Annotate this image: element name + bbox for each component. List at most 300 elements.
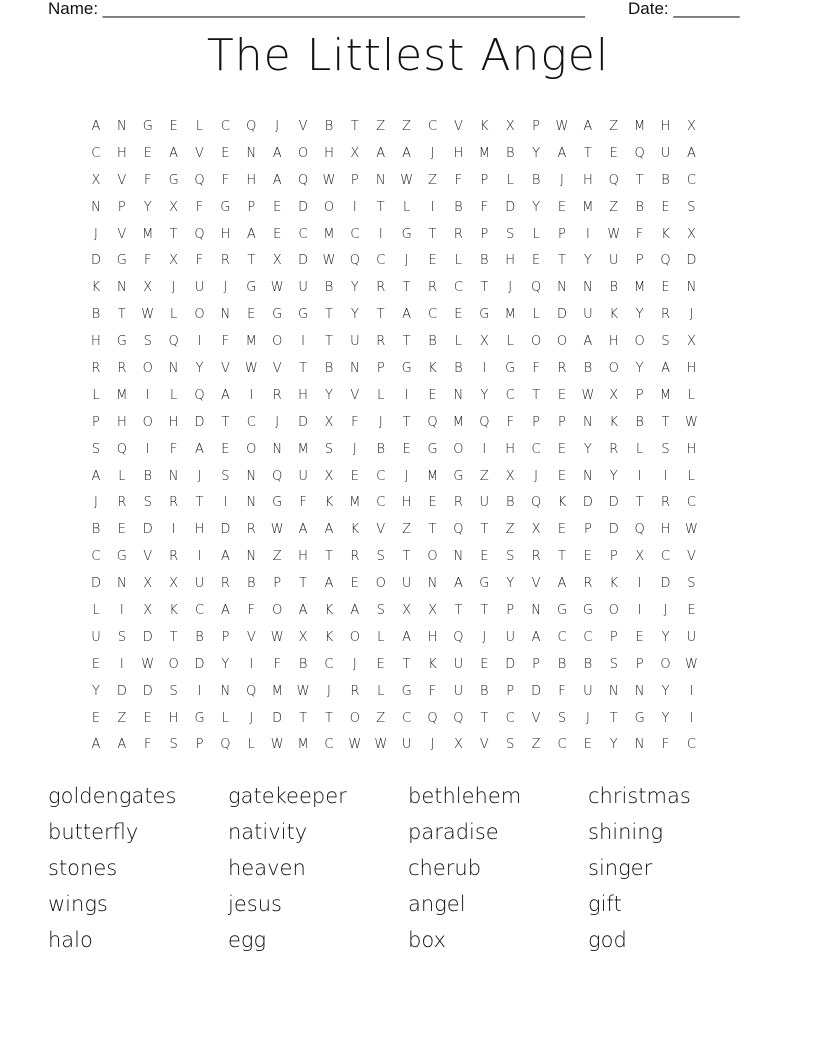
grid-letter: N [583,280,593,296]
grid-letter: M [323,226,335,242]
grid-letter: E [91,656,101,672]
grid-letter: C [427,307,438,323]
grid-letter: F [221,172,230,188]
grid-letter: T [428,522,437,538]
grid-letter: P [532,414,540,430]
grid-letter: N [453,387,464,403]
grid-letter: U [453,656,464,672]
grid-letter: Y [609,468,618,484]
grid-letter: W [296,683,310,699]
grid-letter: N [608,683,619,699]
grid-letter: C [324,656,334,672]
grid-letter: T [635,495,644,511]
grid-letter: Y [350,280,359,296]
grid-letter: P [376,360,385,376]
grid-letter: F [635,226,644,242]
grid-letter: V [220,360,230,376]
grid-letter: L [169,387,178,403]
grid-letter: F [221,334,230,350]
grid-letter: X [453,737,463,753]
grid-letter: T [402,334,411,350]
grid-letter: G [479,576,490,592]
grid-letter: Q [453,629,464,645]
grid-letter: B [557,656,567,672]
grid-letter: W [685,414,698,430]
grid-letter: T [428,226,437,242]
grid-letter: T [221,414,230,430]
grid-letter: E [557,387,567,403]
grid-letter: P [480,226,489,242]
grid-row [83,382,704,409]
word-bank-item: gatekeeper [228,784,347,808]
grid-letter: F [661,737,670,753]
grid-letter: K [350,522,360,538]
grid-letter: X [272,253,282,269]
grid-letter: Y [583,253,592,269]
grid-letter: B [454,199,463,215]
grid-letter: X [169,199,179,215]
grid-letter: E [480,656,489,672]
grid-letter: J [171,280,176,296]
grid-letter: E [273,199,282,215]
grid-letter: N [583,414,593,430]
grid-letter: N [246,495,257,511]
grid-letter: Q [194,226,205,242]
grid-letter: W [581,387,595,403]
grid-letter: L [92,602,100,618]
grid-letter: L [195,118,204,134]
word-bank-item: box [408,928,446,952]
grid-letter: E [583,549,592,565]
grid-letter: T [324,307,333,323]
grid-letter: G [401,226,412,242]
grid-letter: N [116,280,127,296]
grid-letter: Q [479,414,490,430]
grid-letter: W [270,522,284,538]
grid-letter: P [195,737,204,753]
grid-letter: H [116,145,127,161]
grid-letter: O [246,441,257,457]
grid-letter: G [556,602,568,618]
grid-letter: C [324,737,334,753]
grid-letter: X [324,414,334,430]
grid-letter: J [197,468,202,484]
word-bank-item: halo [48,928,93,952]
grid-letter: C [686,737,696,753]
grid-letter: H [168,710,179,726]
grid-letter: X [428,602,437,618]
grid-letter: X [350,145,360,161]
grid-letter: T [558,549,566,565]
grid-letter: I [689,683,694,699]
grid-letter: N [272,441,283,457]
grid-letter: T [480,522,489,538]
grid-letter: J [275,118,280,134]
grid-letter: T [169,226,178,242]
grid-letter: Y [583,441,592,457]
grid-letter: A [91,737,101,753]
grid-letter: B [531,172,541,188]
grid-letter: X [609,387,619,403]
grid-letter: F [480,199,489,215]
grid-letter: E [221,145,230,161]
grid-letter: T [117,307,126,323]
grid-letter: S [169,683,178,699]
grid-letter: E [143,145,152,161]
grid-letter: F [195,199,204,215]
grid-letter: U [686,629,697,645]
grid-letter: I [637,468,642,484]
grid-letter: Q [116,441,127,457]
grid-letter: H [220,226,231,242]
grid-letter: W [400,172,414,188]
grid-letter: C [350,226,360,242]
grid-letter: T [195,495,204,511]
grid-letter: L [636,441,644,457]
grid-letter: J [327,683,331,699]
word-bank-item: angel [408,892,466,916]
grid-letter: H [168,414,179,430]
grid-letter: U [660,145,671,161]
grid-letter: V [453,118,463,134]
grid-letter: L [377,629,385,645]
grid-row [83,301,704,328]
grid-letter: O [375,576,386,592]
grid-letter: D [505,656,516,672]
grid-letter: N [246,145,257,161]
grid-letter: V [376,522,386,538]
grid-letter: S [609,656,618,672]
grid-letter: O [556,334,568,350]
grid-letter: F [195,253,204,269]
grid-letter: T [350,118,359,134]
grid-letter: P [532,656,540,672]
grid-letter: A [272,145,282,161]
grid-letter: W [141,656,155,672]
grid-letter: J [94,495,98,511]
grid-letter: A [220,387,230,403]
grid-letter: R [117,360,127,376]
grid-letter: W [555,118,569,134]
grid-letter: R [246,522,256,538]
grid-letter: H [453,145,464,161]
grid-letter: B [609,280,619,296]
grid-letter: D [116,683,127,699]
grid-letter: F [532,360,540,376]
grid-letter: N [116,576,127,592]
grid-letter: A [195,441,204,457]
grid-letter: I [249,387,254,403]
grid-letter: B [247,576,256,592]
grid-letter: R [531,549,541,565]
grid-letter: E [454,307,463,323]
grid-letter: C [453,280,463,296]
grid-letter: M [297,441,309,457]
grid-letter: S [557,710,567,726]
grid-letter: R [220,253,230,269]
grid-letter: J [352,441,357,457]
grid-letter: R [376,334,386,350]
grid-letter: T [247,253,256,269]
grid-letter: E [687,602,696,618]
grid-letter: K [324,629,334,645]
grid-letter: U [401,576,412,592]
grid-letter: B [91,522,101,538]
grid-letter: I [249,656,254,672]
grid-letter: J [249,710,254,726]
grid-letter: D [556,307,567,323]
name-field-label: Name: ___________________________________________________ [48,0,585,18]
grid-letter: G [116,549,127,565]
grid-letter: Z [376,118,386,134]
grid-letter: I [663,468,668,484]
grid-letter: J [430,737,435,753]
grid-letter: V [686,549,696,565]
grid-letter: C [298,226,308,242]
grid-letter: J [275,414,280,430]
grid-letter: L [221,710,230,726]
grid-letter: G [582,602,593,618]
grid-letter: Y [324,387,333,403]
grid-letter: K [428,360,437,376]
grid-letter: S [661,334,670,350]
grid-letter: E [661,199,670,215]
grid-letter: T [583,145,592,161]
grid-letter: I [119,602,124,618]
grid-letter: B [505,495,515,511]
grid-letter: Y [506,576,515,592]
grid-letter: H [401,495,412,511]
grid-letter: S [143,495,152,511]
grid-letter: F [506,414,514,430]
grid-letter: S [506,226,515,242]
grid-letter: P [609,629,618,645]
grid-letter: C [557,737,567,753]
grid-letter: G [401,683,412,699]
grid-letter: Y [143,199,152,215]
grid-letter: E [635,629,644,645]
grid-letter: P [506,683,515,699]
grid-letter: G [168,172,179,188]
grid-letter: D [194,414,205,430]
grid-letter: F [143,172,152,188]
grid-row [83,516,704,543]
word-bank-item: jesus [228,892,282,916]
grid-letter: R [428,280,438,296]
grid-letter: P [558,226,566,242]
grid-letter: T [661,414,670,430]
grid-letter: T [558,253,566,269]
grid-letter: S [687,576,696,592]
grid-letter: F [558,683,566,699]
grid-letter: C [531,441,541,457]
grid-letter: A [324,576,334,592]
grid-letter: L [454,253,463,269]
grid-row [83,597,704,624]
grid-letter: O [453,441,464,457]
grid-letter: O [194,307,205,323]
grid-letter: I [482,441,487,457]
grid-letter: I [430,199,435,215]
grid-letter: P [273,576,282,592]
grid-letter: E [557,468,567,484]
grid-letter: A [350,602,360,618]
grid-letter: D [298,253,309,269]
word-bank-item: god [588,928,627,952]
grid-letter: U [194,576,205,592]
grid-letter: Q [427,710,438,726]
grid-letter: E [661,280,670,296]
grid-letter: U [298,280,308,296]
grid-letter: T [324,710,333,726]
grid-letter: E [91,710,101,726]
grid-letter: D [582,495,593,511]
grid-letter: A [169,145,179,161]
grid-row [83,355,704,382]
grid-letter: B [661,172,670,188]
grid-letter: M [245,334,257,350]
grid-row [83,167,704,194]
grid-letter: J [585,710,590,726]
grid-letter: E [376,656,385,672]
grid-letter: O [660,656,671,672]
grid-letter: T [169,629,178,645]
grid-letter: T [324,334,333,350]
word-bank-item: cherub [408,856,482,880]
grid-letter: T [376,307,385,323]
grid-letter: K [480,118,489,134]
grid-letter: E [557,441,567,457]
grid-letter: J [378,414,383,430]
grid-letter: B [454,360,463,376]
grid-letter: G [272,307,283,323]
grid-letter: J [223,280,228,296]
grid-letter: O [142,414,153,430]
grid-letter: I [119,656,124,672]
word-bank [48,784,768,964]
grid-letter: T [402,656,411,672]
grid-letter: T [532,387,541,403]
grid-letter: E [117,522,126,538]
grid-letter: S [117,629,126,645]
grid-letter: H [194,522,205,538]
grid-letter: M [634,118,646,134]
grid-letter: Z [609,199,619,215]
grid-letter: T [635,172,644,188]
grid-letter: E [143,710,152,726]
grid-letter: D [142,683,153,699]
grid-letter: M [659,387,672,403]
grid-letter: U [583,307,593,323]
grid-letter: V [246,629,256,645]
grid-letter: A [557,145,567,161]
grid-letter: Q [194,387,205,403]
grid-letter: D [90,576,101,592]
grid-letter: K [609,307,619,323]
grid-letter: Q [427,414,438,430]
grid-letter: H [505,253,516,269]
grid-letter: M [452,414,465,430]
grid-letter: P [247,199,256,215]
grid-letter: N [220,307,231,323]
grid-letter: F [454,172,463,188]
word-bank-item: nativity [228,820,308,844]
word-bank-item: gift [588,892,622,916]
grid-letter: F [169,441,178,457]
grid-letter: V [479,737,489,753]
grid-letter: A [402,629,412,645]
grid-letter: W [270,280,284,296]
grid-letter: P [221,629,230,645]
grid-letter: X [91,172,101,188]
grid-letter: O [349,629,360,645]
grid-letter: H [324,145,334,161]
grid-letter: Q [608,172,619,188]
grid-letter: T [454,602,463,618]
grid-letter: Z [531,737,541,753]
grid-letter: N [557,280,567,296]
grid-letter: B [635,414,644,430]
grid-letter: R [661,495,671,511]
grid-letter: Y [609,737,618,753]
grid-letter: X [143,576,153,592]
grid-letter: G [116,334,127,350]
grid-letter: S [661,441,670,457]
grid-letter: G [453,468,464,484]
grid-letter: C [583,629,593,645]
grid-letter: Q [453,522,464,538]
grid-letter: I [145,387,150,403]
grid-letter: V [298,118,308,134]
grid-letter: J [404,468,409,484]
grid-letter: K [169,602,178,618]
grid-letter: A [298,602,308,618]
grid-letter: C [376,468,386,484]
grid-letter: U [453,683,464,699]
grid-letter: X [479,334,489,350]
grid-letter: W [607,226,621,242]
grid-letter: K [609,576,619,592]
grid-letter: U [479,495,490,511]
word-bank-item: paradise [408,820,499,844]
grid-letter: T [299,710,308,726]
grid-letter: E [273,226,282,242]
grid-letter: D [90,253,101,269]
grid-letter: Q [194,172,205,188]
grid-letter: L [532,307,540,323]
grid-letter: I [689,710,694,726]
grid-letter: N [453,549,464,565]
grid-letter: G [220,199,231,215]
grid-letter: H [608,334,619,350]
grid-letter: G [272,495,283,511]
grid-letter: U [401,737,412,753]
grid-letter: M [349,495,361,511]
grid-letter: Z [117,710,127,726]
grid-letter: X [143,602,153,618]
grid-letter: W [322,172,336,188]
grid-letter: H [686,360,697,376]
grid-letter: X [686,226,696,242]
grid-letter: A [402,307,412,323]
grid-letter: J [352,656,357,672]
grid-letter: P [532,118,540,134]
grid-letter: C [376,495,386,511]
grid-letter: O [323,199,335,215]
grid-letter: I [197,334,202,350]
grid-letter: H [298,549,308,565]
grid-row [83,247,704,274]
